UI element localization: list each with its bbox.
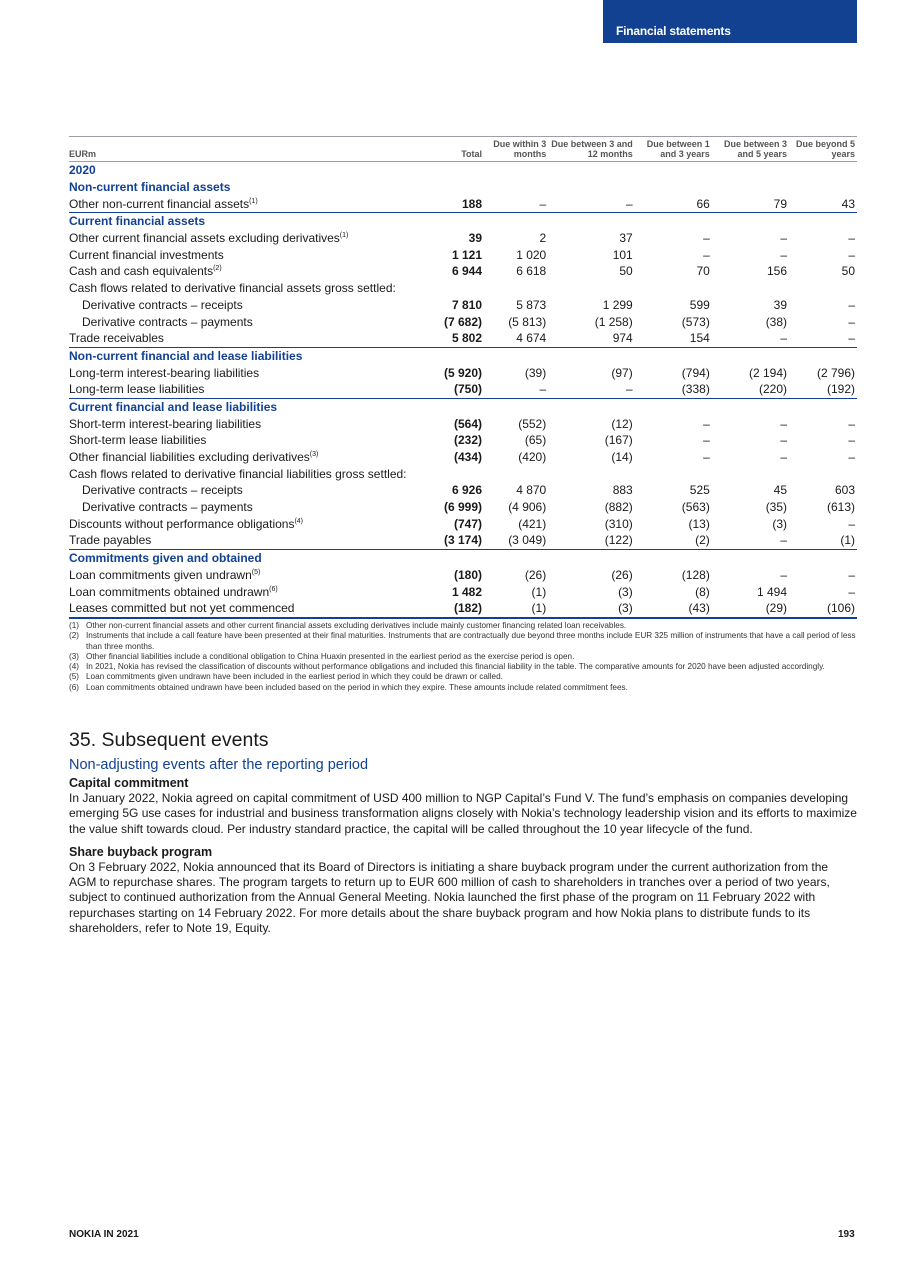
row-label bbox=[69, 532, 444, 549]
value-cell: (882) bbox=[604, 500, 633, 515]
value-cell: – bbox=[780, 433, 788, 448]
value-cell: (563) bbox=[681, 500, 710, 515]
value-cell: (573) bbox=[681, 314, 710, 329]
table-row bbox=[69, 567, 857, 584]
value-cell: 6 618 bbox=[516, 264, 547, 279]
footer-report-name: NOKIA IN 2021 bbox=[69, 1229, 139, 1240]
value-cell: (122) bbox=[604, 533, 633, 548]
value-cell: – bbox=[848, 450, 855, 465]
table-row bbox=[69, 482, 857, 499]
footnote-ref: (6) bbox=[269, 585, 278, 593]
value-cell: – bbox=[539, 382, 547, 397]
value-cell: (2 194) bbox=[749, 365, 788, 380]
text-row bbox=[69, 465, 857, 482]
value-cell: – bbox=[848, 247, 855, 262]
row-label-text: Other non-current financial assets bbox=[69, 196, 250, 211]
table-row bbox=[69, 515, 857, 532]
value-cell: 1 299 bbox=[602, 297, 633, 312]
value-cell: (26) bbox=[611, 567, 633, 582]
footnote bbox=[69, 683, 857, 693]
value-cell: (613) bbox=[826, 500, 855, 515]
footnote-number: (5) bbox=[69, 672, 80, 682]
column-header: Due between 1 and 3 years bbox=[635, 137, 712, 162]
value-cell: (29) bbox=[712, 600, 789, 618]
value-cell: 39 bbox=[773, 297, 788, 312]
value-cell: (106) bbox=[789, 600, 857, 618]
value-cell: 599 bbox=[689, 297, 710, 312]
value-cell: (192) bbox=[826, 382, 855, 397]
value-cell: – bbox=[626, 196, 633, 211]
row-label bbox=[69, 499, 444, 516]
value-cell: (1) bbox=[531, 584, 547, 599]
table-row bbox=[69, 263, 857, 280]
table-row bbox=[69, 532, 857, 549]
text-row bbox=[69, 280, 857, 297]
total-cell: (180) bbox=[454, 567, 483, 582]
capital-commitment-text: In January 2022, Nokia agreed on capital commitment of USD 400 million to NGP Capital’s Fund V. The fund’s emphasis on companies developing emerging 5G use cases for industrial and business transformation aligns closely with Nokia’s technology leadership vision and its efforts to maximize the value shift towards cloud. Per industry standard practice, the capital will be called throughout the 10 year lifecycle of the fund. bbox=[69, 791, 857, 836]
value-cell: (552) bbox=[518, 416, 547, 431]
row-label bbox=[69, 297, 444, 314]
value-cell: 154 bbox=[689, 331, 710, 346]
value-cell: (167) bbox=[604, 433, 633, 448]
value-cell: – bbox=[703, 433, 710, 448]
value-cell: (35) bbox=[765, 500, 788, 515]
row-label-text: Leases committed but not yet commenced bbox=[69, 601, 295, 616]
row-label bbox=[69, 567, 444, 584]
table-row bbox=[69, 499, 857, 516]
row-label-text: Derivative contracts – payments bbox=[82, 500, 253, 515]
value-cell: (3) bbox=[772, 516, 788, 531]
value-cell: (38) bbox=[765, 314, 788, 329]
total-cell: (3 174) bbox=[444, 533, 483, 548]
row-label: Cash flows related to derivative financial liabilities gross settled: bbox=[69, 466, 407, 481]
value-cell: (97) bbox=[611, 365, 633, 380]
value-cell: 1 020 bbox=[516, 247, 547, 262]
table-row bbox=[69, 297, 857, 314]
table-row bbox=[69, 432, 857, 449]
value-cell: 156 bbox=[767, 264, 788, 279]
value-cell: – bbox=[780, 231, 788, 246]
value-cell: – bbox=[848, 584, 855, 599]
footnote-text: In 2021, Nokia has revised the classification of discounts without performance obligations and included this financial liability in the table. The comparative amounts for 2020 have been adjusted accordingly. bbox=[86, 662, 825, 672]
footnote-ref: (4) bbox=[294, 517, 304, 525]
value-cell: 603 bbox=[834, 483, 855, 498]
value-cell: 70 bbox=[696, 264, 710, 279]
footnotes bbox=[69, 621, 857, 693]
capital-commitment-title: Capital commitment bbox=[69, 776, 189, 790]
footnote-number: (1) bbox=[69, 621, 80, 630]
row-label: Non-current financial assets bbox=[69, 180, 231, 195]
value-cell: 45 bbox=[773, 483, 788, 498]
column-header: Due within 3 months bbox=[484, 137, 548, 162]
section-body bbox=[69, 776, 857, 944]
row-label-text: Discounts without performance obligations bbox=[69, 516, 295, 531]
table-row bbox=[69, 583, 857, 600]
value-cell: – bbox=[780, 567, 788, 582]
table-header-row bbox=[69, 137, 857, 162]
footnote-number: (4) bbox=[69, 662, 80, 672]
value-cell: (14) bbox=[611, 450, 633, 465]
total-cell: (5 920) bbox=[444, 365, 483, 380]
total-cell: 7 810 bbox=[452, 297, 483, 312]
value-cell: – bbox=[848, 297, 855, 312]
value-cell: 883 bbox=[612, 483, 633, 498]
value-cell: (220) bbox=[759, 382, 788, 397]
row-label-text: Cash and cash equivalents bbox=[69, 264, 214, 279]
table-row bbox=[69, 381, 857, 398]
footnote bbox=[69, 662, 857, 672]
share-buyback-text: On 3 February 2022, Nokia announced that its Board of Directors is initiating a share buyback program under the current authorization from the AGM to repurchase shares. The program targets to return up to EUR 600 million of cash to shareholders in tranches over a period of two years, subject to continued authorization from the Annual General Meeting. Nokia launched the first phase of the program on 11 February 2022 with repurchases starting on 14 February 2022. For more details about the share buyback program and how Nokia plans to distribute funds to its shareholders, refer to Note 19, Equity. bbox=[69, 860, 830, 935]
value-cell: (3) bbox=[548, 600, 635, 618]
row-label: Cash flows related to derivative financial assets gross settled: bbox=[69, 281, 396, 296]
value-cell: (3) bbox=[618, 584, 633, 599]
row-label bbox=[69, 263, 444, 280]
table-row bbox=[69, 313, 857, 330]
section-tab: Financial statements bbox=[603, 0, 857, 43]
value-cell: – bbox=[848, 231, 855, 246]
footnote bbox=[69, 652, 857, 662]
row-label-text: Long-term interest-bearing liabilities bbox=[69, 365, 260, 380]
footnote-text: Instruments that include a call feature have been presented at their final maturities. Instruments that are contractually due beyond three months include EUR 325 million of instruments that have a call period of less than three months. bbox=[86, 631, 856, 651]
section-row bbox=[69, 213, 857, 230]
section-row bbox=[69, 179, 857, 196]
value-cell: (421) bbox=[518, 516, 547, 531]
value-cell: (1) bbox=[840, 533, 855, 548]
value-cell: 1 494 bbox=[757, 584, 788, 599]
value-cell: 5 873 bbox=[516, 297, 547, 312]
share-buyback-title: Share buyback program bbox=[69, 844, 213, 859]
total-cell: 188 bbox=[462, 196, 483, 211]
column-header: Total bbox=[444, 137, 484, 162]
value-cell: 974 bbox=[612, 331, 633, 346]
section-row bbox=[69, 549, 857, 566]
value-cell: 50 bbox=[619, 264, 633, 279]
section-row bbox=[69, 347, 857, 364]
value-cell: – bbox=[848, 416, 855, 431]
table-row bbox=[69, 415, 857, 432]
row-label-text: Current financial investments bbox=[69, 247, 224, 262]
value-cell: – bbox=[780, 533, 788, 548]
section-heading: 35. Subsequent events bbox=[69, 729, 269, 751]
row-label bbox=[69, 330, 444, 347]
footer-page-number: 193 bbox=[838, 1229, 855, 1240]
total-cell: (564) bbox=[454, 416, 483, 431]
row-label-text: Derivative contracts – payments bbox=[82, 314, 253, 329]
total-cell: (7 682) bbox=[444, 314, 483, 329]
value-cell: – bbox=[848, 516, 855, 531]
footnote-number: (3) bbox=[69, 651, 80, 661]
footnote-number: (2) bbox=[69, 631, 80, 641]
value-cell: – bbox=[780, 450, 788, 465]
total-cell: 39 bbox=[468, 231, 483, 246]
row-label bbox=[69, 449, 444, 466]
value-cell: (39) bbox=[524, 365, 547, 380]
row-label bbox=[69, 246, 444, 263]
value-cell: 525 bbox=[689, 483, 710, 498]
total-cell: 5 802 bbox=[452, 331, 483, 346]
footnote bbox=[69, 631, 857, 652]
footnote-number: (6) bbox=[69, 682, 80, 692]
row-label bbox=[69, 195, 444, 212]
row-label bbox=[69, 230, 444, 247]
value-cell: (2) bbox=[695, 533, 710, 548]
value-cell: 2 bbox=[539, 231, 547, 246]
maturity-table bbox=[69, 136, 857, 619]
row-label bbox=[69, 482, 444, 499]
year-row bbox=[69, 162, 857, 179]
column-header: Due beyond 5 years bbox=[789, 137, 857, 162]
value-cell: – bbox=[703, 247, 710, 262]
table-row bbox=[69, 230, 857, 247]
value-cell: (1 258) bbox=[594, 314, 633, 329]
footnote-ref: (5) bbox=[251, 568, 261, 576]
column-header: EURm bbox=[69, 137, 444, 162]
value-cell: 4 674 bbox=[516, 331, 547, 346]
total-cell: 6 944 bbox=[452, 264, 483, 279]
value-cell: – bbox=[848, 314, 855, 329]
value-cell: – bbox=[780, 247, 788, 262]
value-cell: (794) bbox=[681, 365, 710, 380]
value-cell: (3 049) bbox=[508, 533, 547, 548]
column-header: Due between 3 and 5 years bbox=[712, 137, 789, 162]
footnote-ref: (1) bbox=[339, 232, 349, 240]
table-row bbox=[69, 449, 857, 466]
value-cell: (338) bbox=[681, 382, 710, 397]
footnote-text: Loan commitments given undrawn have been included in the earliest period in which they could be drawn or called. bbox=[86, 672, 503, 682]
value-cell: (26) bbox=[524, 567, 547, 582]
section-row bbox=[69, 398, 857, 415]
row-label bbox=[69, 364, 444, 381]
footnote-ref: (2) bbox=[213, 265, 222, 273]
footnote-text: Other financial liabilities include a conditional obligation to China Huaxin presented in the earliest period as the exercise period is open. bbox=[86, 651, 575, 661]
footnote-text: Loan commitments obtained undrawn have been included based on the period in which they expire. These amounts include related commitment fees. bbox=[86, 682, 628, 692]
total-cell: (750) bbox=[454, 382, 483, 397]
value-cell: (65) bbox=[524, 433, 547, 448]
total-cell: (434) bbox=[454, 450, 483, 465]
total-cell: 1 482 bbox=[452, 584, 483, 599]
row-label bbox=[69, 415, 444, 432]
value-cell: – bbox=[848, 433, 855, 448]
row-label bbox=[69, 600, 444, 618]
value-cell: (5 813) bbox=[508, 314, 547, 329]
value-cell: – bbox=[780, 416, 788, 431]
row-label bbox=[69, 515, 444, 532]
column-header: Due between 3 and 12 months bbox=[548, 137, 635, 162]
value-cell: – bbox=[848, 567, 855, 582]
row-label-text: Long-term lease liabilities bbox=[69, 382, 205, 397]
value-cell: 43 bbox=[841, 196, 855, 211]
value-cell: 4 870 bbox=[516, 483, 547, 498]
value-cell: 66 bbox=[696, 196, 710, 211]
row-label bbox=[69, 313, 444, 330]
total-cell: 6 926 bbox=[452, 483, 483, 498]
value-cell: (1) bbox=[484, 600, 548, 618]
value-cell: – bbox=[703, 231, 710, 246]
row-label-text: Other current financial assets excluding derivatives bbox=[69, 231, 340, 246]
footnote bbox=[69, 621, 857, 631]
table-row bbox=[69, 330, 857, 347]
value-cell: – bbox=[780, 331, 788, 346]
row-label-text: Loan commitments given undrawn bbox=[69, 567, 252, 582]
table-row bbox=[69, 600, 857, 618]
row-label-text: Short-term interest-bearing liabilities bbox=[69, 416, 262, 431]
row-label: Current financial and lease liabilities bbox=[69, 398, 857, 415]
total-cell: (182) bbox=[444, 600, 484, 618]
table-body bbox=[69, 162, 857, 618]
value-cell: 50 bbox=[841, 264, 855, 279]
value-cell: – bbox=[626, 382, 633, 397]
row-label: 2020 bbox=[69, 163, 96, 178]
total-cell: 1 121 bbox=[452, 247, 483, 262]
row-label-text: Trade payables bbox=[69, 533, 152, 548]
row-label-text: Derivative contracts – receipts bbox=[82, 297, 243, 312]
value-cell: (2 796) bbox=[816, 365, 855, 380]
row-label bbox=[69, 583, 444, 600]
row-label-text: Short-term lease liabilities bbox=[69, 433, 207, 448]
value-cell: (43) bbox=[635, 600, 712, 618]
value-cell: (8) bbox=[695, 584, 710, 599]
value-cell: (13) bbox=[688, 516, 710, 531]
total-cell: (232) bbox=[454, 433, 483, 448]
footnote-ref: (3) bbox=[309, 451, 319, 459]
value-cell: – bbox=[703, 416, 710, 431]
row-label bbox=[69, 381, 444, 398]
section-subheading: Non-adjusting events after the reporting period bbox=[69, 757, 369, 773]
footnote-ref: (1) bbox=[249, 197, 258, 205]
value-cell: 37 bbox=[619, 231, 633, 246]
row-label-text: Loan commitments obtained undrawn bbox=[69, 584, 270, 599]
value-cell: 79 bbox=[773, 196, 788, 211]
value-cell: 101 bbox=[612, 247, 633, 262]
value-cell: – bbox=[848, 331, 855, 346]
row-label-text: Other financial liabilities excluding derivatives bbox=[69, 450, 310, 465]
row-label-text: Derivative contracts – receipts bbox=[82, 483, 243, 498]
value-cell: (310) bbox=[604, 516, 633, 531]
value-cell: – bbox=[703, 450, 710, 465]
table-row bbox=[69, 364, 857, 381]
value-cell: (4 906) bbox=[508, 500, 547, 515]
table-row bbox=[69, 195, 857, 212]
row-label: Current financial assets bbox=[69, 213, 857, 230]
row-label-text: Trade receivables bbox=[69, 331, 164, 346]
total-cell: (6 999) bbox=[444, 500, 483, 515]
footnote-text: Other non-current financial assets and other current financial assets excluding derivatives include mainly customer financing related loan receivables. bbox=[86, 621, 627, 630]
total-cell: (747) bbox=[454, 516, 483, 531]
value-cell: (12) bbox=[611, 416, 633, 431]
value-cell: – bbox=[539, 196, 547, 211]
value-cell: (128) bbox=[681, 567, 710, 582]
row-label: Non-current financial and lease liabilities bbox=[69, 347, 857, 364]
row-label: Commitments given and obtained bbox=[69, 549, 857, 566]
value-cell: (420) bbox=[518, 450, 547, 465]
table-row bbox=[69, 246, 857, 263]
footnote bbox=[69, 672, 857, 682]
row-label bbox=[69, 432, 444, 449]
